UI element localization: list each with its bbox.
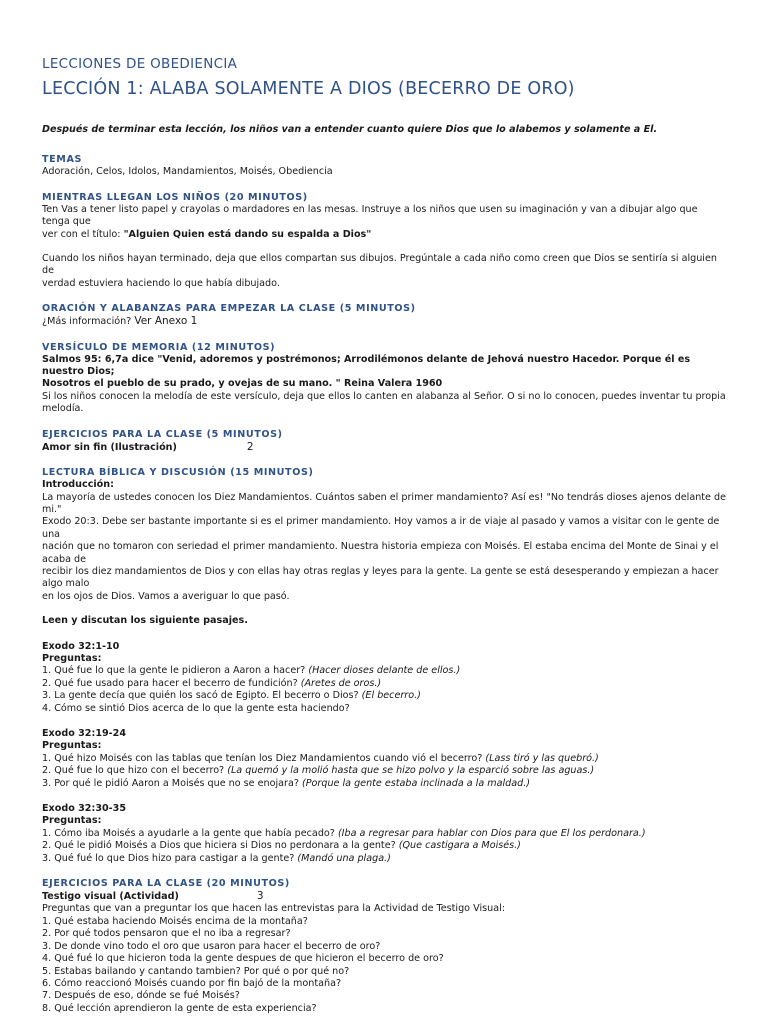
series-title: LECCIONES DE OBEDIENCIA [42, 56, 238, 72]
paragraph-line [42, 229, 728, 241]
answer-text: (Iba a regresar para hablar con Dios para que El los perdonara.) [337, 827, 646, 839]
questions-label: Preguntas: [42, 815, 102, 827]
section-versiculo [42, 342, 728, 416]
question-text: Qué lección aprendieron la gente de esta experiencia? [54, 1002, 317, 1014]
item-number: 8. [42, 1002, 52, 1014]
page-number: 2 [246, 440, 254, 453]
list-item [42, 765, 728, 777]
question-text: Estabas bailando y cantando tambien? Por qué o por qué no? [54, 965, 350, 977]
questions-label: Preguntas: [42, 652, 102, 664]
paragraph-line: recibir los diez mandamientos de Dios y con ellas hay otras reglas y leyes para la gente. La gente se está desesperando y empiezan a hacer algo malo [42, 565, 719, 590]
item-number: 4. [42, 702, 52, 714]
question-list [42, 665, 728, 715]
question-text: Qué fue lo que la gente le pidieron a Aaron a hacer? [54, 665, 306, 677]
questions-label: Preguntas: [42, 740, 102, 752]
question-text: Después de eso, dónde se fué Moisés? [54, 990, 240, 1002]
item-number: 5. [42, 965, 52, 977]
answer-text: (La quemó y la molió hasta que se hizo polvo y la esparció sobre las aguas.) [227, 765, 595, 777]
question-text: Por qué le pidió Aaron a Moisés que no se enojara? [54, 777, 299, 789]
list-item [42, 953, 728, 965]
reading-instruction: Leen y discutan los siguiente pasajes. [42, 615, 248, 627]
item-number: 4. [42, 953, 52, 965]
passage-ref: Exodo 32:30-35 [42, 803, 127, 815]
paragraph-line: melodía. [42, 403, 84, 415]
paragraph-line: Cuando los niños hayan terminado, deja que ellos compartan sus dibujos. Pregúntale a cada niño como creen que Dios se sentiría si alguien de [42, 253, 717, 277]
list-item [42, 703, 728, 715]
more-info-label: ¿Más información? [42, 316, 132, 328]
answer-text: (Porque la gente estaba inclinada a la maldad.) [302, 777, 531, 789]
answer-text: (Hacer dioses delante de ellos.) [308, 665, 461, 677]
exercise-item [42, 441, 728, 454]
item-number: 3. [42, 777, 52, 789]
exercise-title: Testigo visual (Actividad) [42, 891, 179, 903]
lesson-objective: Después de terminar esta lección, los niños van a entender cuanto quiere Dios que lo alabemos y solamente a El. [42, 124, 658, 135]
list-item [42, 966, 728, 978]
list-item [42, 678, 728, 690]
item-number: 1. [42, 827, 52, 839]
section-heading: MIENTRAS LLEGAN LOS NIÑOS (20 MINUTOS) [42, 191, 308, 203]
section-heading: ORACIÓN Y ALABANZAS PARA EMPEZAR LA CLASE (5 MINUTOS) [42, 303, 416, 315]
question-text: Qué le pidió Moisés a Dios que hiciera si Dios no perdonara a la gente? [54, 840, 396, 852]
question-text: Qué fue usado para hacer el becerro de fundición? [54, 677, 298, 689]
list-item [42, 853, 728, 865]
question-text: De donde vino todo el oro que usaron para hacer el becerro de oro? [54, 940, 381, 952]
answer-text: (Que castigara a Moisés.) [398, 840, 521, 852]
exercise-title: Amor sin fin (Ilustración) [42, 441, 177, 453]
passage-ref: Exodo 32:1-10 [42, 640, 120, 652]
question-list [42, 753, 728, 790]
more-info [42, 315, 728, 328]
item-number: 3. [42, 852, 52, 864]
paragraph-line: Ten Vas a tener listo papel y crayolas o mardadores en las mesas. Instruye a los niños que usen su imaginación y van a dibujar algo que tenga que [42, 203, 698, 228]
passage-ref: Exodo 32:19-24 [42, 728, 127, 739]
section-oracion [42, 303, 728, 328]
question-text: Qué fué lo que hicieron toda la gente despues de que hicieron el becerro de oro? [54, 953, 444, 965]
answer-text: (Lass tiró y las quebró.) [485, 752, 599, 764]
item-number: 2. [42, 840, 52, 852]
answer-text: (El becerro.) [361, 690, 421, 702]
paragraph-line: Exodo 20:3. Debe ser bastante importante si es el primer mandamiento. Hoy vamos a ir de viaje al pasado y vamos a visitar con le gente de una [42, 516, 720, 540]
question-text: Por qué todos pensaron que el no iba a regresar? [54, 928, 291, 940]
question-text: Cómo reaccionó Moisés cuando por fin bajó de la montaña? [54, 977, 342, 989]
paragraph-line: verdad estuviera haciendo lo que había dibujado. [42, 277, 280, 289]
item-number: 2. [42, 928, 52, 940]
list-item [42, 665, 728, 677]
list-item [42, 828, 728, 840]
list-item [42, 1003, 728, 1015]
lesson-title: LECCIÓN 1: ALABA SOLAMENTE A DIOS (BECERRO DE ORO) [42, 79, 575, 99]
item-number: 6. [42, 977, 52, 989]
item-number: 7. [42, 990, 52, 1002]
item-number: 2. [42, 677, 52, 689]
list-item [42, 690, 728, 702]
section-heading: EJERCICIOS PARA LA CLASE (20 MINUTOS) [42, 878, 290, 890]
passage-block [42, 641, 728, 715]
question-text: Cómo iba Moisés a ayudarle a la gente que había pecado? [54, 827, 335, 839]
section-ejercicios-2 [42, 878, 728, 1015]
paragraph-line: en los ojos de Dios. Vamos a averiguar lo que pasó. [42, 590, 290, 602]
paragraph-line: nación que no tomaron con seriedad el primer mandamiento. Nuestra historia empieza con Moisés. El estaba encima del Monte de Sinai y el acaba de [42, 541, 719, 565]
verse-line: Nosotros el pueblo de su prado, y ovejas de su mano. " Reina Valera 1960 [42, 378, 443, 390]
question-text: Qué fué lo que Dios hizo para castigar a la gente? [54, 852, 295, 864]
section-ejercicios-1 [42, 429, 728, 454]
paragraph-line: La mayoría de ustedes conocen los Diez Mandamientos. Cuántos saben el primer mandamiento? Así es! "No tendrás dioses ajenos delante de mi." [42, 491, 727, 515]
section-lectura [42, 467, 728, 627]
page-number: 3 [256, 890, 264, 903]
question-list [42, 828, 728, 865]
item-number: 3. [42, 940, 52, 952]
list-item [42, 916, 728, 928]
drawing-title: "Alguien Quien está dando su espalda a Dios" [123, 228, 372, 240]
section-heading: TEMAS [42, 154, 82, 166]
question-text: La gente decía que quién los sacó de Egipto. El becerro o Dios? [54, 690, 359, 702]
interview-intro: Preguntas que van a preguntar los que hacen las entrevistas para la Actividad de Testigo Visual: [42, 903, 505, 915]
answer-text: (Mandó una plaga.) [297, 852, 391, 864]
list-item [42, 928, 728, 940]
item-number: 1. [42, 752, 52, 764]
question-text: Qué hizo Moisés con las tablas que tenían los Diez Mandamientos cuando vió el becerro? [54, 752, 483, 764]
list-item [42, 840, 728, 852]
list-item [42, 978, 728, 990]
question-text: Cómo se sintió Dios acerca de lo que la gente esta haciendo? [54, 702, 350, 714]
question-list [42, 916, 728, 1015]
section-heading: LECTURA BÍBLICA Y DISCUSIÓN (15 MINUTOS) [42, 467, 314, 479]
section-heading: EJERCICIOS PARA LA CLASE (5 MINUTOS) [42, 428, 283, 440]
list-item [42, 753, 728, 765]
paragraph-line: Si los niños conocen la melodía de este versículo, deja que ellos lo canten en alabanza al Señor. O si no lo conocen, puedes inventar tu propia [42, 390, 726, 402]
list-item [42, 990, 728, 1002]
list-item [42, 778, 728, 790]
question-text: Qué fue lo que hizo con el becerro? [54, 765, 225, 777]
section-heading: VERSÍCULO DE MEMORIA (12 MINUTOS) [42, 341, 276, 353]
verse-line: Salmos 95: 6,7a dice "Venid, adoremos y postrémonos; Arrodilémonos delante de Jehová nuestro Hacedor. Porque él es nuestro Dios; [42, 353, 691, 378]
item-number: 2. [42, 765, 52, 777]
answer-text: (Aretes de oros.) [300, 677, 382, 689]
passage-block [42, 803, 728, 865]
question-text: Qué estaba haciendo Moisés encima de la montaña? [54, 915, 308, 927]
text-span: ver con el título: [42, 228, 124, 240]
section-temas [42, 154, 728, 178]
section-mientras [42, 192, 728, 290]
item-number: 1. [42, 915, 52, 927]
item-number: 1. [42, 665, 52, 677]
list-item [42, 941, 728, 953]
annex-link[interactable]: Ver Anexo 1 [134, 315, 198, 328]
passage-block [42, 728, 728, 790]
item-number: 3. [42, 690, 52, 702]
exercise-item [42, 890, 728, 903]
intro-label: Introducción: [42, 479, 114, 491]
temas-text: Adoración, Celos, Idolos, Mandamientos, Moisés, Obediencia [42, 166, 333, 178]
